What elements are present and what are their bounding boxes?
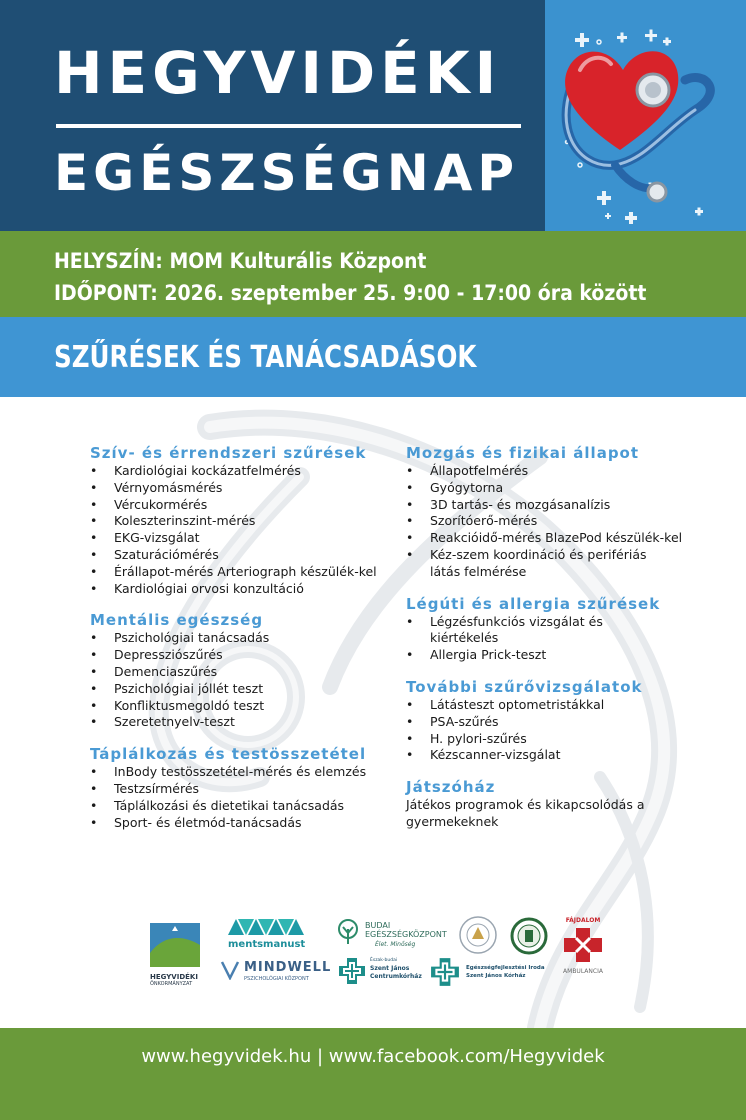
item-list <box>90 463 400 597</box>
list-item: • Koleszterinszint-mérés <box>90 513 400 530</box>
triangles-icon <box>228 917 306 935</box>
list-item: • Szorítóerő-mérés <box>406 513 706 530</box>
logo-text: Szent János <box>370 965 410 972</box>
logo-text: EGÉSZSÉGKÖZPONT <box>365 930 447 939</box>
logo-text: Szent János Kórház <box>466 973 526 979</box>
footer-band <box>0 1028 746 1120</box>
group-playhouse <box>406 778 706 831</box>
group-nutrition <box>90 745 400 831</box>
item-list <box>406 614 706 664</box>
list-item: • Szaturációmérés <box>90 547 400 564</box>
list-item: • 3D tartás- és mozgásanalízis <box>406 497 706 514</box>
right-column <box>406 444 706 845</box>
list-item: • Konfliktusmegoldó teszt <box>90 698 400 715</box>
playhouse-text: Játékos programok és kikapcsolódás a gyermekeknek <box>406 797 645 829</box>
list-item: • Sport- és életmód-tanácsadás <box>90 815 400 832</box>
logo-text: MINDWELL <box>244 960 332 975</box>
list-item: • Vérnyomásmérés <box>90 480 400 497</box>
list-item: • Allergia Prick-teszt <box>406 647 706 664</box>
sponsor-logos <box>140 905 620 995</box>
list-item: • Vércukormérés <box>90 497 400 514</box>
mentsmanust-logo <box>228 917 308 950</box>
group-title: Táplálkozás és testösszetétel <box>90 745 367 764</box>
header-illustration <box>545 0 746 231</box>
mindwell-icon <box>220 960 240 980</box>
tree-icon <box>335 919 361 945</box>
list-item: • Érállapot-mérés Arteriograph készülék-kel <box>90 564 380 581</box>
list-item: • EKG-vizsgálat <box>90 530 400 547</box>
list-item: • Gyógytorna <box>406 480 706 497</box>
hospital-cross-icon <box>338 957 366 985</box>
list-item: • Légzésfunkciós vizsgálat és kiértékelés <box>406 614 646 648</box>
logo-text: Egészségfejlesztési Iroda <box>466 965 545 971</box>
list-item: • Állapotfelmérés <box>406 463 706 480</box>
logo-text: mentsmanust <box>228 939 306 950</box>
event-time: IDŐPONT: 2026. szeptember 25. 9:00 - 17:00 óra között <box>54 281 647 305</box>
group-other-screenings <box>406 678 706 764</box>
list-item: • Kardiológiai orvosi konzultáció <box>90 581 400 598</box>
logo-text: ÖNKORMÁNYZAT <box>150 981 193 987</box>
item-list <box>90 764 400 831</box>
logo-text: Észak-budai <box>370 958 398 963</box>
event-title-line1: HEGYVIDÉKI <box>54 39 502 107</box>
list-item: • Pszichológiai tanácsadás <box>90 630 400 647</box>
list-item: • H. pylori-szűrés <box>406 731 706 748</box>
group-movement <box>406 444 706 581</box>
title-divider <box>56 124 521 128</box>
list-item: • Reakcióidő-mérés BlazePod készülék-kel <box>406 530 696 547</box>
list-item: • Látásteszt optometristákkal <box>406 697 706 714</box>
event-title-line2: EGÉSZSÉGNAP <box>54 144 520 202</box>
red-cross-icon <box>558 924 608 964</box>
group-title: Mentális egészség <box>90 611 264 630</box>
event-location: HELYSZÍN: MOM Kulturális Központ <box>54 249 427 273</box>
item-list <box>406 463 706 581</box>
hegyvideki-logo <box>150 923 200 987</box>
group-cardio <box>90 444 400 597</box>
list-item: • InBody testösszetétel-mérés és elemzés <box>90 764 400 781</box>
emblem-icon <box>510 917 548 955</box>
group-title: Légúti és allergia szűrések <box>406 594 661 613</box>
round-seal-logo <box>458 915 498 959</box>
list-item: • Depressziószűrés <box>90 647 400 664</box>
group-respiratory <box>406 595 706 664</box>
hill-icon <box>150 923 200 967</box>
list-item: • Kardiológiai kockázatfelmérés <box>90 463 400 480</box>
fajdalom-ambulancia-logo <box>558 917 618 975</box>
list-item: • Szeretetnyelv-teszt <box>90 714 400 731</box>
list-item: • Kézscanner-vizsgálat <box>406 747 706 764</box>
list-item: • Testzsírmérés <box>90 781 400 798</box>
logo-text: PSZICHOLÓGIAI KÖZPONT <box>244 976 309 982</box>
group-title: Játszóház <box>406 778 496 797</box>
list-item: • Demenciaszűrés <box>90 664 400 681</box>
emblem-seal-logo <box>510 917 548 959</box>
hospital-cross-icon <box>430 957 460 987</box>
heart-stethoscope-icon <box>545 0 746 231</box>
logo-text: FÁJDALOM <box>565 917 601 924</box>
group-title: Szív- és érrendszeri szűrések <box>90 444 367 462</box>
footer-links[interactable]: www.hegyvidek.hu | www.facebook.com/Hegyvidek <box>141 1046 605 1067</box>
list-item: • Pszichológiai jóllét teszt <box>90 681 400 698</box>
group-title: További szűrővizsgálatok <box>406 677 643 696</box>
item-list <box>90 630 400 731</box>
list-item: • PSA-szűrés <box>406 714 706 731</box>
seal-icon <box>458 915 498 955</box>
section-title: SZŰRÉSEK ÉS TANÁCSADÁSOK <box>54 340 477 375</box>
logo-text: AMBULANCIA <box>563 968 603 975</box>
group-mental <box>90 611 400 731</box>
list-item: • Táplálkozási és dietetikai tanácsadás <box>90 798 400 815</box>
logo-text: BUDAI <box>365 921 391 930</box>
logo-text: Centrumkórház <box>370 973 422 980</box>
logo-text: HEGYVIDÉKI <box>150 973 198 981</box>
item-list <box>406 697 706 764</box>
group-title: Mozgás és fizikai állapot <box>406 444 640 462</box>
left-column <box>90 444 400 845</box>
list-item: • Kéz-szem koordináció és perifériás látás felmérése <box>406 547 676 581</box>
logo-text: Élet. Minőség <box>375 941 416 948</box>
